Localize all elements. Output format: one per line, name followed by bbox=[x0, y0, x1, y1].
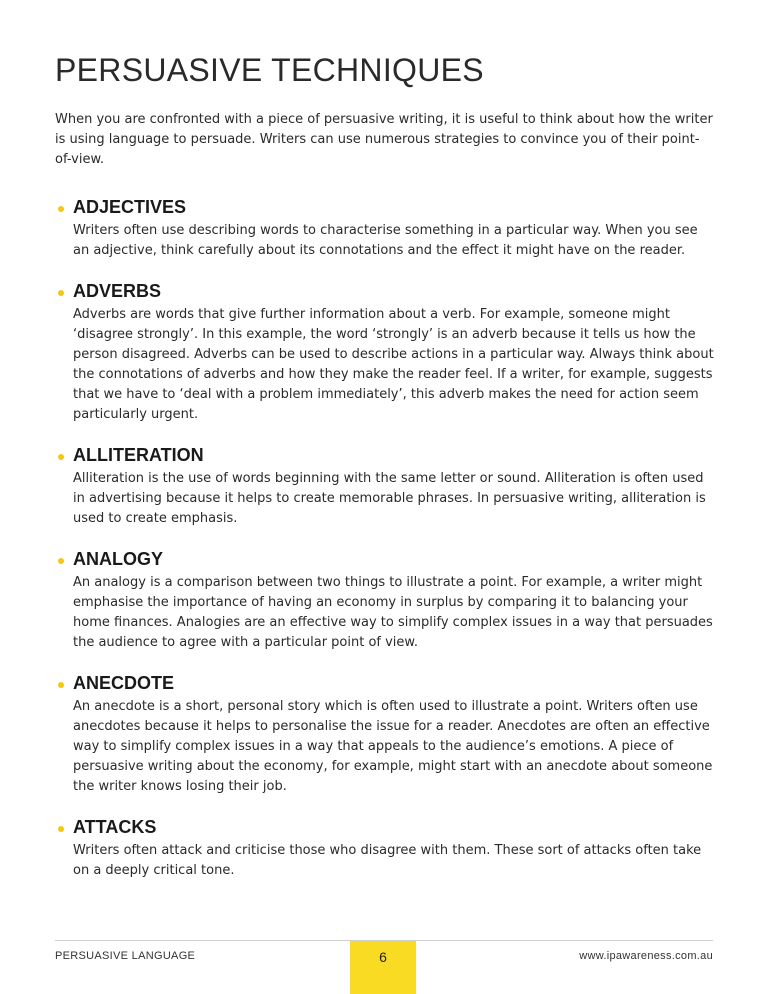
section-title: ALLITERATION bbox=[73, 445, 204, 465]
section-adverbs bbox=[55, 278, 715, 425]
section-title: ADVERBS bbox=[73, 281, 162, 301]
section-heading bbox=[55, 670, 715, 697]
section-body: Adverbs are words that give further information about a verb. For example, someone might ‘disagree strongly’. In this example, the word ‘strongly’ is an adverb because it tells us how the person disagreed. Adverbs can be used to describe actions in a particular way. Always think about the connotations of adverbs and how they make the reader feel. If a writer, for example, suggests that we have to ‘deal with a problem immediately’, this adverb makes the need for action seem particularly urgent. bbox=[73, 307, 714, 422]
bullet-icon bbox=[58, 290, 64, 296]
bullet-icon bbox=[58, 682, 64, 688]
section-analogy bbox=[55, 546, 715, 653]
section-title: ADJECTIVES bbox=[73, 197, 187, 217]
footer-website-url: www.ipawareness.com.au bbox=[579, 950, 713, 962]
intro-paragraph: When you are confronted with a piece of persuasive writing, it is useful to think about how the writer is using language to persuade. Writers can use numerous strategies to convince you of their point-of-view. bbox=[55, 112, 713, 167]
section-body: An anecdote is a short, personal story which is often used to illustrate a point. Writers often use anecdotes because it helps to personalise the issue for a reader. Anecdotes are often an effective way to simplify complex issues in a way that appeals to the audience’s emotions. A piece of persuasive writing about the economy, for example, might start with an anecdote about someone the writer knows losing their job. bbox=[73, 699, 713, 794]
techniques-list bbox=[55, 194, 715, 898]
section-body: Writers often attack and criticise those who disagree with them. These sort of attacks often take on a deeply critical tone. bbox=[73, 843, 702, 878]
section-title: ANALOGY bbox=[73, 549, 163, 569]
section-body: Alliteration is the use of words beginning with the same letter or sound. Alliteration is often used in advertising because it helps to create memorable phrases. In persuasive writing, alliteration is used to create emphasis. bbox=[73, 471, 706, 526]
page-number: 6 bbox=[379, 949, 387, 965]
section-body: Writers often use describing words to characterise something in a particular way. When you see an adjective, think carefully about its connotations and the effect it might have on the reader. bbox=[73, 223, 698, 258]
section-heading bbox=[55, 814, 715, 841]
section-heading bbox=[55, 194, 715, 221]
section-body: An analogy is a comparison between two things to illustrate a point. For example, a writer might emphasise the importance of having an economy in surplus by comparing it to balancing your home finances. Analogies are an effective way to simplify complex issues in a way that persuades the audience to agree with a particular point of view. bbox=[73, 575, 713, 650]
page-number-box bbox=[350, 941, 416, 994]
section-heading bbox=[55, 442, 715, 469]
page-title: PERSUASIVE TECHNIQUES bbox=[55, 52, 484, 88]
bullet-icon bbox=[58, 558, 64, 564]
section-heading bbox=[55, 546, 715, 573]
section-adjectives bbox=[55, 194, 715, 261]
bullet-icon bbox=[58, 454, 64, 460]
section-anecdote bbox=[55, 670, 715, 797]
section-alliteration bbox=[55, 442, 715, 529]
bullet-icon bbox=[58, 206, 64, 212]
section-heading bbox=[55, 278, 715, 305]
section-title: ANECDOTE bbox=[73, 673, 175, 693]
section-attacks bbox=[55, 814, 715, 881]
footer-document-title: PERSUASIVE LANGUAGE bbox=[55, 950, 196, 962]
section-title: ATTACKS bbox=[73, 817, 157, 837]
bullet-icon bbox=[58, 826, 64, 832]
